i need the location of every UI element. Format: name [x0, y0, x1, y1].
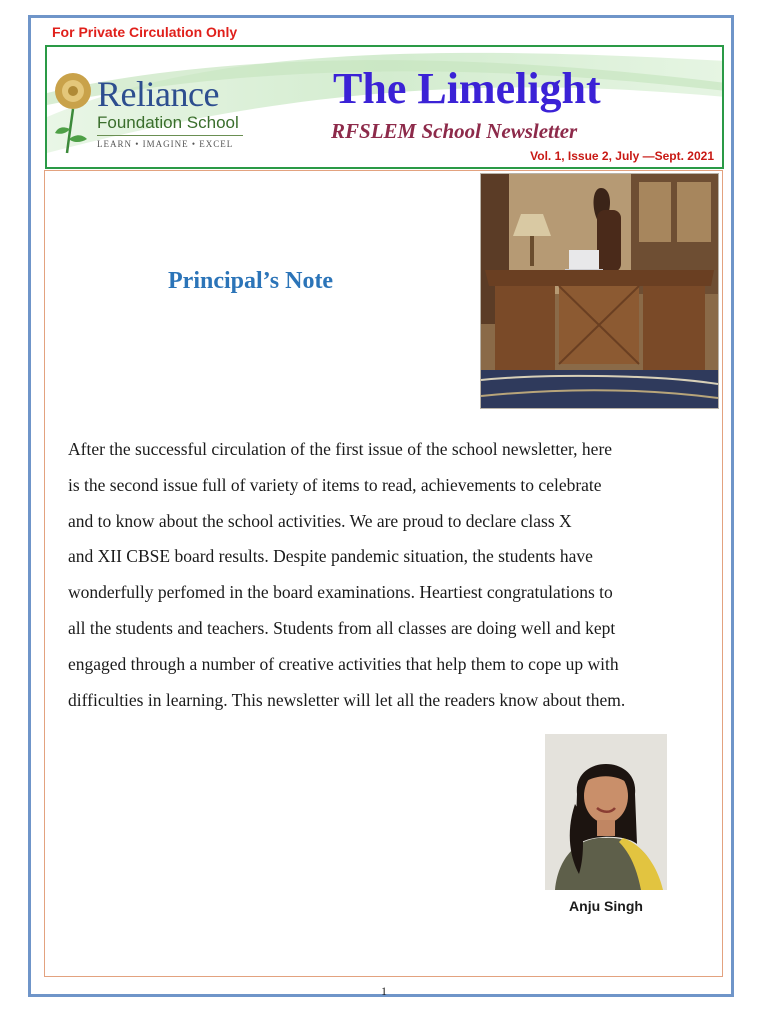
signature-name: Anju Singh [569, 898, 643, 914]
logo-tagline: LEARN • IMAGINE • EXCEL [97, 139, 234, 149]
logo-divider [97, 135, 243, 136]
note-line: difficulties in learning. This newsletter will let all the readers know about them. [68, 689, 626, 710]
circulation-notice: For Private Circulation Only [52, 24, 238, 40]
note-line: wonderfully perfomed in the board examinations. Heartiest congratulations to [68, 582, 613, 603]
page-number: 1 [381, 984, 387, 998]
masthead [45, 45, 724, 169]
issue-info: Vol. 1, Issue 2, July —Sept. 2021 [530, 149, 714, 163]
note-line: is the second issue full of variety of items to read, achievements to celebrate [68, 474, 602, 495]
principal-note [68, 432, 718, 718]
school-logo [51, 69, 251, 159]
note-line: and to know about the school activities. We are proud to declare class X [68, 510, 572, 531]
article-heading: Principal’s Note [168, 268, 334, 294]
note-line: all the students and teachers. Students from all classes are doing well and kept [68, 617, 616, 638]
note-line: and XII CBSE board results. Despite pandemic situation, the students have [68, 546, 593, 567]
newsletter-subtitle: RFSLEM School Newsletter [331, 119, 578, 143]
note-line: After the successful circulation of the first issue of the school newsletter, here [68, 439, 613, 459]
note-line: engaged through a number of creative activities that help them to cope up with [68, 653, 619, 674]
flower-logo-icon [51, 69, 95, 159]
logo-name: Reliance [97, 74, 219, 114]
newsletter-title: The Limelight [333, 64, 601, 113]
logo-subname: Foundation School [97, 113, 239, 132]
office-desk-illustration [481, 174, 718, 408]
office-desk-photo [480, 173, 719, 409]
portrait-illustration [545, 734, 667, 890]
principal-portrait [545, 734, 667, 890]
